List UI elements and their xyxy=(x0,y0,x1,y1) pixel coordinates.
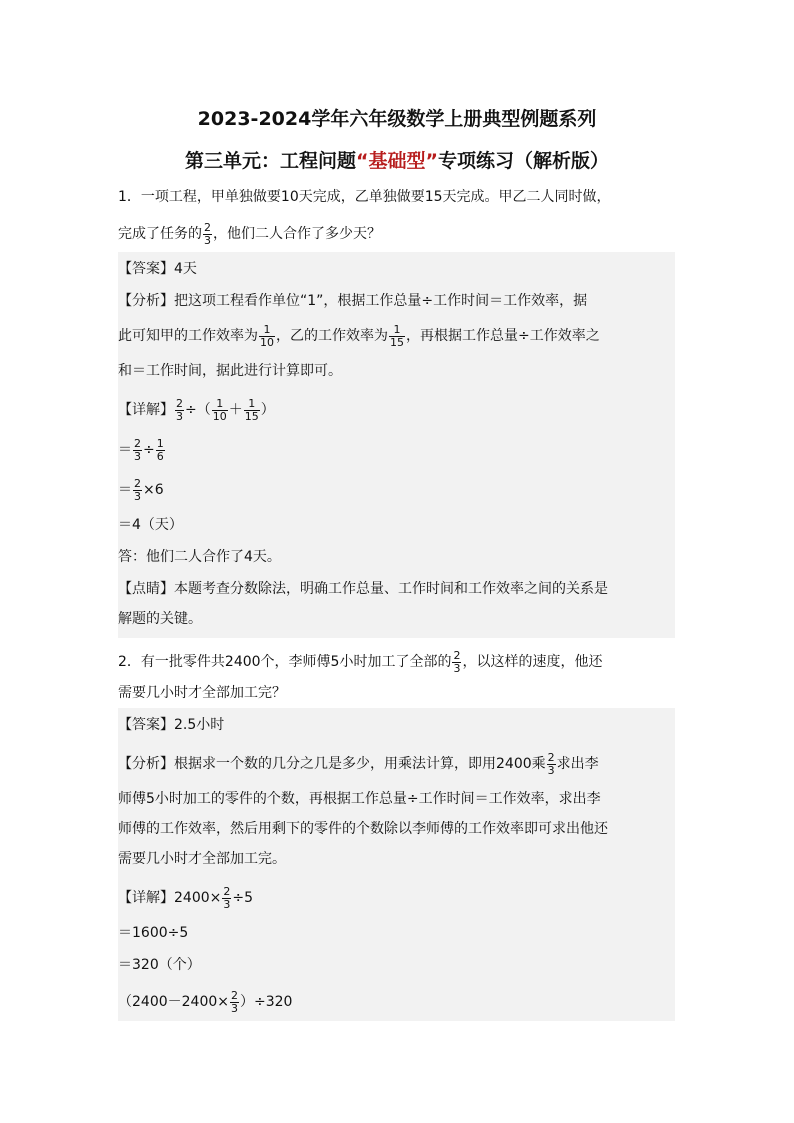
fraction: $\frac{1}{10}$ xyxy=(260,323,274,349)
q2-analysis-line1: 【分析】根据求一个数的几分之几是多少，用乘法计算，即用2400乘 $\frac{2}{3}$ 求出李 xyxy=(118,751,599,777)
q1-text-line2: 完成了任务的 $\frac{2}{3}$ ，他们二人合作了多少天？ xyxy=(118,221,381,247)
fraction: $\frac{1}{6}$ xyxy=(156,437,164,463)
fraction: $\frac{1}{15}$ xyxy=(244,397,259,423)
q1-analysis-line2: 此可知甲的工作效率为 $\frac{1}{10}$ ，乙的工作效率为 $\frac{1}{15}$ ，再根据工作总量÷工作效率之 xyxy=(118,323,600,349)
q1-reply: 答：他们二人合作了4天。 xyxy=(118,549,281,565)
fraction: $\frac{1}{10}$ xyxy=(212,397,227,423)
fraction: $\frac{2}{3}$ xyxy=(231,989,238,1015)
q1-point-line1: 【点睛】本题考查分数除法，明确工作总量、工作时间和工作效率之间的关系是 xyxy=(118,581,608,597)
q1-detail-line1: 【详解】 $\frac{2}{3}$ ÷（ $\frac{1}{10}$ ＋ $\frac{1}{15}$ ） xyxy=(118,397,275,423)
fraction: $\frac{2}{3}$ xyxy=(204,221,211,247)
document-subtitle xyxy=(0,146,794,173)
q2-text-line1: 2．有一批零件共2400个，李师傅5小时加工了全部的 $\frac{2}{3}$ ，以这样的速度，他还 xyxy=(118,649,603,675)
fraction: $\frac{1}{15}$ xyxy=(390,323,404,349)
q2-analysis-line3: 师傅的工作效率，然后用剩下的零件的个数除以李师傅的工作效率即可求出他还 xyxy=(118,821,608,837)
fraction: $\frac{2}{3}$ xyxy=(547,751,555,777)
q2-detail-line2: ＝1600÷5 xyxy=(118,925,189,941)
q1-detail-line2: ＝ $\frac{2}{3}$ ÷ $\frac{1}{6}$ xyxy=(118,437,164,463)
q1-detail-line4: ＝4（天） xyxy=(118,517,183,533)
q1-answer: 【答案】4天 xyxy=(118,261,197,277)
subtitle-highlight: “基础型” xyxy=(356,150,438,172)
q2-detail-line4: （2400－2400× $\frac{2}{3}$ ）÷320 xyxy=(118,989,293,1015)
q2-analysis-line2: 师傅5小时加工的零件的个数，再根据工作总量÷工作时间＝工作效率，求出李 xyxy=(118,791,601,807)
q1-analysis-line3: 和＝工作时间，据此进行计算即可。 xyxy=(118,363,342,379)
fraction: $\frac{2}{3}$ xyxy=(134,477,141,503)
fraction: $\frac{2}{3}$ xyxy=(223,885,231,911)
q1-detail-line3: ＝ $\frac{2}{3}$ ×6 xyxy=(118,477,164,503)
q2-detail-line1: 【详解】2400× $\frac{2}{3}$ ÷5 xyxy=(118,885,253,911)
q1-text-line1: 1．一项工程，甲单独做要10天完成，乙单独做要15天完成。甲乙二人同时做， xyxy=(118,189,611,205)
fraction: $\frac{2}{3}$ xyxy=(453,649,461,675)
q2-detail-line3: ＝320（个） xyxy=(118,957,201,973)
q2-text-line2: 需要几小时才全部加工完？ xyxy=(118,685,286,701)
q2-analysis-line4: 需要几小时才全部加工完。 xyxy=(118,851,286,867)
document-title: 2023-2024学年六年级数学上册典型例题系列 xyxy=(197,108,597,130)
subtitle-prefix: 第三单元：工程问题 xyxy=(184,150,356,172)
fraction: $\frac{2}{3}$ xyxy=(176,397,183,423)
subtitle-suffix: 专项练习（解析版） xyxy=(437,150,609,172)
q1-point-line2: 解题的关键。 xyxy=(118,611,202,627)
q2-answer: 【答案】2.5小时 xyxy=(118,717,225,733)
q1-analysis-line1: 【分析】把这项工程看作单位“1”，根据工作总量÷工作时间＝工作效率，据 xyxy=(118,293,588,309)
fraction: $\frac{2}{3}$ xyxy=(134,437,141,463)
